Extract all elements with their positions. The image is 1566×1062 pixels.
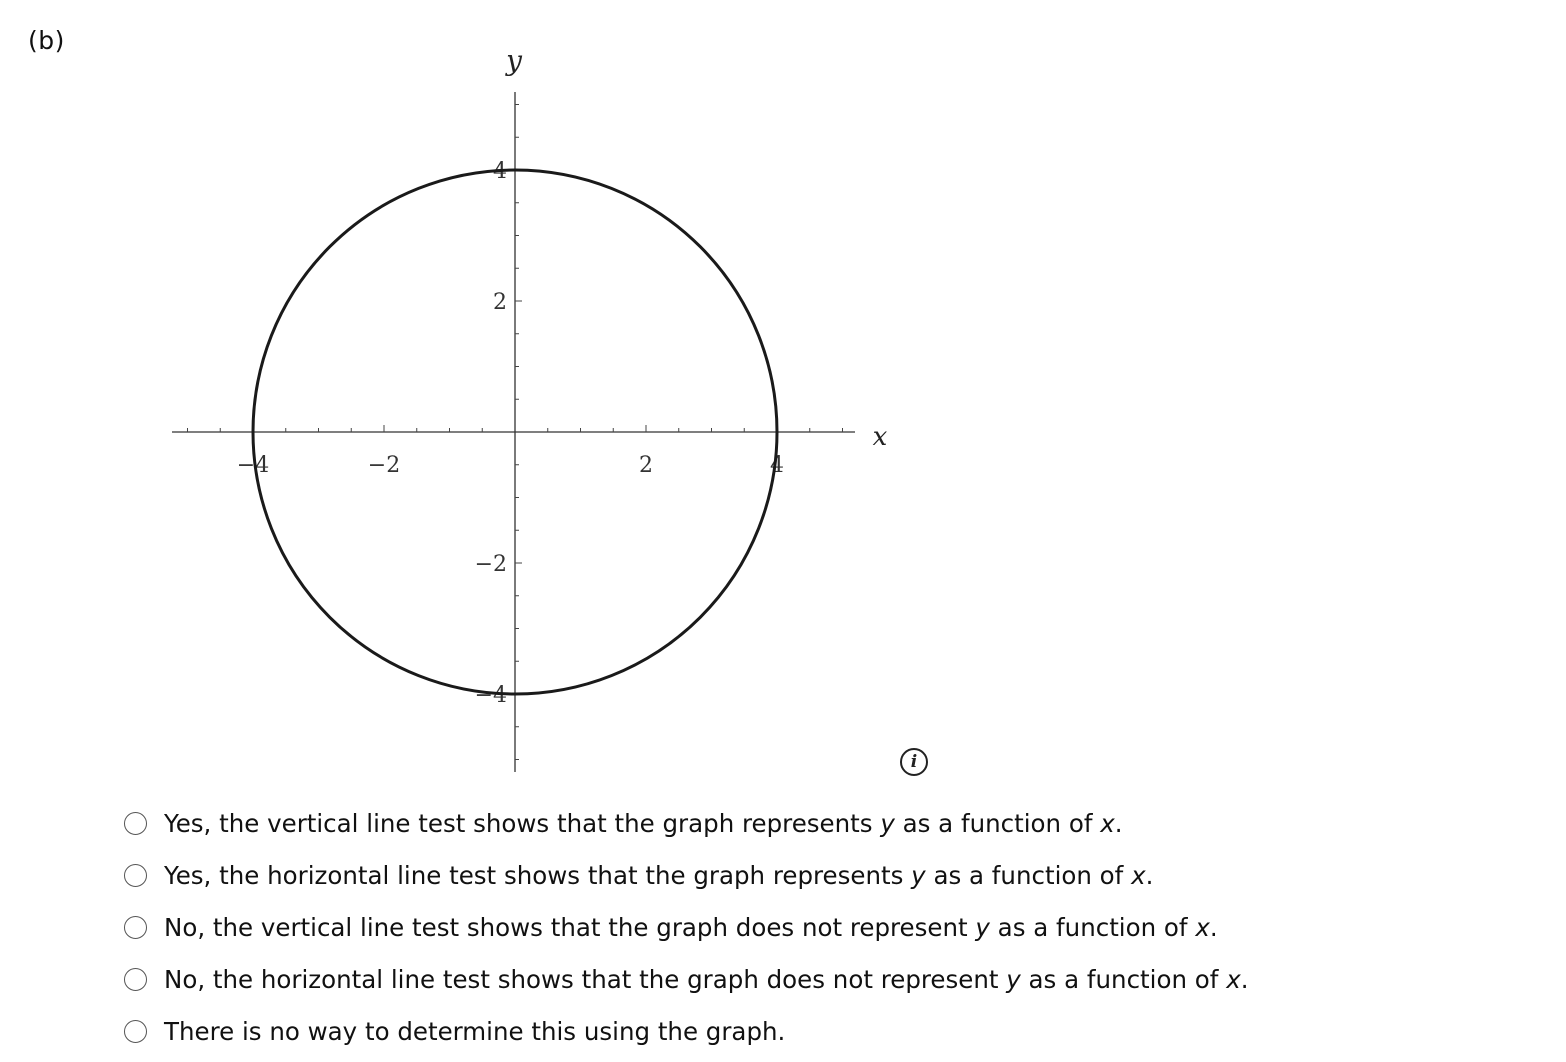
- x-tick-label: 4: [770, 453, 784, 478]
- choice-label: Yes, the horizontal line test shows that the graph represents y as a function of x.: [164, 860, 1154, 890]
- y-tick-label: 2: [493, 290, 507, 315]
- radio-button[interactable]: [124, 812, 147, 835]
- y-tick-label: −4: [474, 683, 507, 708]
- x-tick-label: −2: [367, 453, 401, 478]
- choice-horizontal-yes[interactable]: [124, 849, 1248, 901]
- choice-label: Yes, the vertical line test shows that the graph represents y as a function of x.: [164, 808, 1123, 838]
- x-tick-label: −4: [236, 453, 270, 478]
- radio-button[interactable]: [124, 1020, 147, 1043]
- choice-label: There is no way to determine this using the graph.: [164, 1016, 786, 1046]
- y-axis-label: y: [506, 44, 522, 77]
- info-icon[interactable]: i: [900, 748, 928, 776]
- radio-button[interactable]: [124, 916, 147, 939]
- choice-vertical-no[interactable]: [124, 901, 1248, 953]
- radio-button[interactable]: [124, 864, 147, 887]
- choice-horizontal-no[interactable]: [124, 953, 1248, 1005]
- choice-label: No, the horizontal line test shows that the graph does not represent y as a function of x.: [164, 964, 1249, 994]
- x-axis-label: x: [872, 422, 888, 452]
- choice-vertical-yes[interactable]: [124, 797, 1248, 849]
- answer-choices: [124, 797, 1248, 1057]
- radio-button[interactable]: [124, 968, 147, 991]
- choice-label: No, the vertical line test shows that the graph does not represent y as a function of x.: [164, 912, 1218, 942]
- y-tick-label: 4: [493, 159, 507, 184]
- choice-no-way[interactable]: [124, 1005, 1248, 1057]
- y-tick-label: −2: [474, 552, 507, 577]
- x-tick-label: 2: [639, 453, 653, 478]
- part-label: (b): [28, 26, 65, 55]
